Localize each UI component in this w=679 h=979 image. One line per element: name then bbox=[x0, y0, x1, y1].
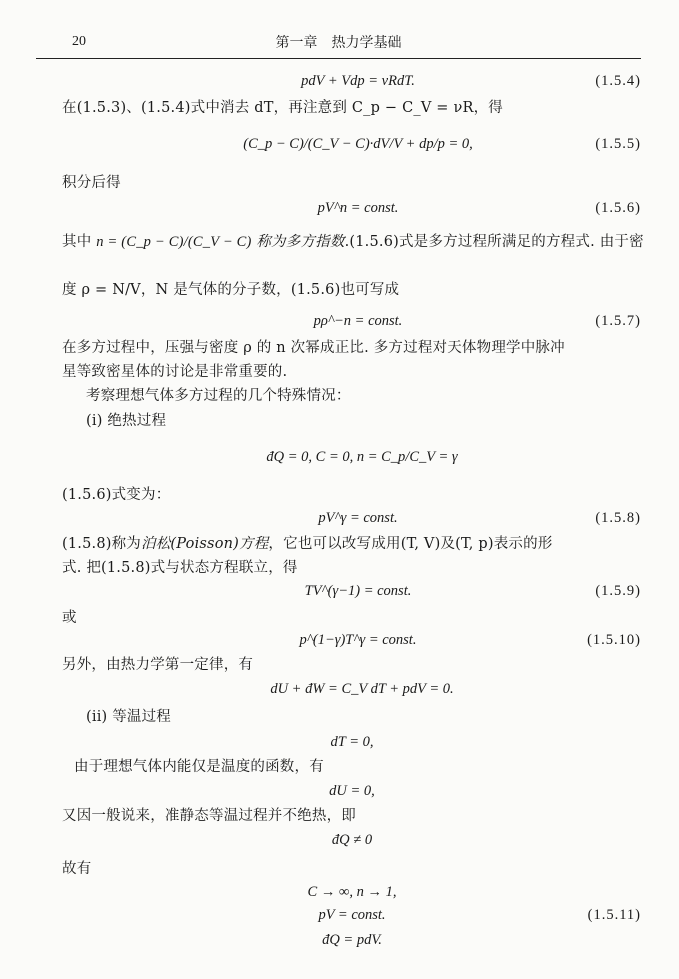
text-prefix: 其中 bbox=[62, 234, 92, 250]
text-line: 或 bbox=[62, 610, 77, 626]
equation-formula: pdV + Vdp = νRdT. bbox=[301, 73, 415, 89]
equation-formula: pρ^−n = const. bbox=[313, 313, 403, 329]
equation-formula: dU = 0, bbox=[329, 783, 375, 799]
equation-1-5-4 bbox=[62, 69, 641, 93]
equation-formula: đQ = pdV. bbox=[322, 932, 382, 948]
equation-number: (1.5.9) bbox=[595, 583, 641, 599]
case-heading: (ii) 等温过程 bbox=[86, 709, 171, 725]
case-heading: (i) 绝热过程 bbox=[86, 413, 167, 429]
equation-1-5-9 bbox=[62, 579, 641, 603]
text-line: 在多方过程中，压强与密度 ρ 的 n 次幂成正比. 多方过程对天体物理学中脉冲 bbox=[62, 340, 565, 356]
equation-number: (1.5.4) bbox=[595, 73, 641, 89]
text-line bbox=[62, 532, 641, 556]
equation-1-5-6 bbox=[62, 196, 641, 220]
equation-formula: TV^(γ−1) = const. bbox=[304, 583, 412, 599]
equation-number: (1.5.7) bbox=[595, 313, 641, 329]
equation-formula: pV = const. bbox=[318, 907, 386, 923]
equation-formula: C → ∞, n → 1, bbox=[307, 884, 397, 900]
equation-first-law bbox=[62, 677, 641, 701]
equation-number: (1.5.5) bbox=[595, 136, 641, 152]
equation-number: (1.5.10) bbox=[587, 632, 641, 648]
text-line: 考察理想气体多方过程的几个特殊情况： bbox=[86, 388, 351, 404]
text-line: 由于理想气体内能仅是温度的函数，有 bbox=[74, 759, 324, 775]
equation-dU bbox=[62, 779, 641, 803]
equation-adiabatic-conditions bbox=[62, 445, 641, 469]
text-suffix: .(1.5.6)式是多方过程所满足的方程式. 由于密 bbox=[344, 234, 644, 250]
equation-formula: (C_p − C)/(C_V − C)·dV/V + dp/p = 0, bbox=[243, 136, 473, 152]
text-line: 在(1.5.3)、(1.5.4)式中消去 dT，再注意到 C_p − C_V = νR，得 bbox=[62, 100, 503, 116]
equation-formula: dU + đW = C_V dT + pdV = 0. bbox=[270, 681, 454, 697]
text-line: (1.5.6)式变为： bbox=[62, 487, 171, 503]
equation-formula: đQ ≠ 0 bbox=[331, 832, 373, 848]
text-line: 星等致密星体的讨论是非常重要的. bbox=[62, 364, 288, 380]
defined-term: 泊松(Poisson)方程 bbox=[141, 536, 269, 552]
equation-dQ bbox=[62, 928, 641, 952]
equation-dT bbox=[62, 730, 641, 754]
equation-1-5-8 bbox=[62, 506, 641, 530]
polytropic-index-definition: n = (C_p − C)/(C_V − C) bbox=[96, 234, 252, 250]
equation-formula: pV^γ = const. bbox=[318, 510, 398, 526]
text-line bbox=[62, 230, 644, 254]
equation-formula: pV^n = const. bbox=[317, 200, 399, 216]
text-line: 度 ρ = N/V，N 是气体的分子数，(1.5.6)也可写成 bbox=[62, 282, 400, 298]
equation-number: (1.5.11) bbox=[587, 907, 641, 923]
text-line: 又因一般说来，准静态等温过程并不绝热，即 bbox=[62, 808, 356, 824]
equation-dQ-nonzero bbox=[62, 828, 641, 852]
equation-number: (1.5.8) bbox=[595, 510, 641, 526]
text-prefix: (1.5.8)称为 bbox=[62, 536, 142, 552]
equation-number: (1.5.6) bbox=[595, 200, 641, 216]
equation-1-5-7 bbox=[62, 309, 641, 333]
equation-1-5-5 bbox=[62, 132, 641, 162]
page-header bbox=[36, 24, 641, 59]
page-number: 20 bbox=[72, 34, 86, 49]
equation-limits bbox=[62, 880, 641, 904]
defined-term: 称为多方指数 bbox=[256, 234, 345, 250]
equation-1-5-11 bbox=[62, 903, 641, 927]
text-suffix: ，它也可以改写成用(T, V)及(T, p)表示的形 bbox=[268, 536, 553, 552]
equation-formula: đQ = 0, C = 0, n = C_p/C_V = γ bbox=[266, 449, 458, 465]
equation-formula: dT = 0, bbox=[330, 734, 374, 750]
text-line: 积分后得 bbox=[62, 175, 121, 191]
text-line: 式. 把(1.5.8)式与状态方程联立，得 bbox=[62, 560, 298, 576]
text-line: 故有 bbox=[62, 861, 92, 877]
equation-formula: p^(1−γ)T^γ = const. bbox=[299, 632, 417, 648]
text-line: 另外，由热力学第一定律，有 bbox=[62, 657, 254, 673]
equation-1-5-10 bbox=[62, 628, 641, 652]
chapter-title: 第一章 热力学基础 bbox=[275, 35, 402, 51]
